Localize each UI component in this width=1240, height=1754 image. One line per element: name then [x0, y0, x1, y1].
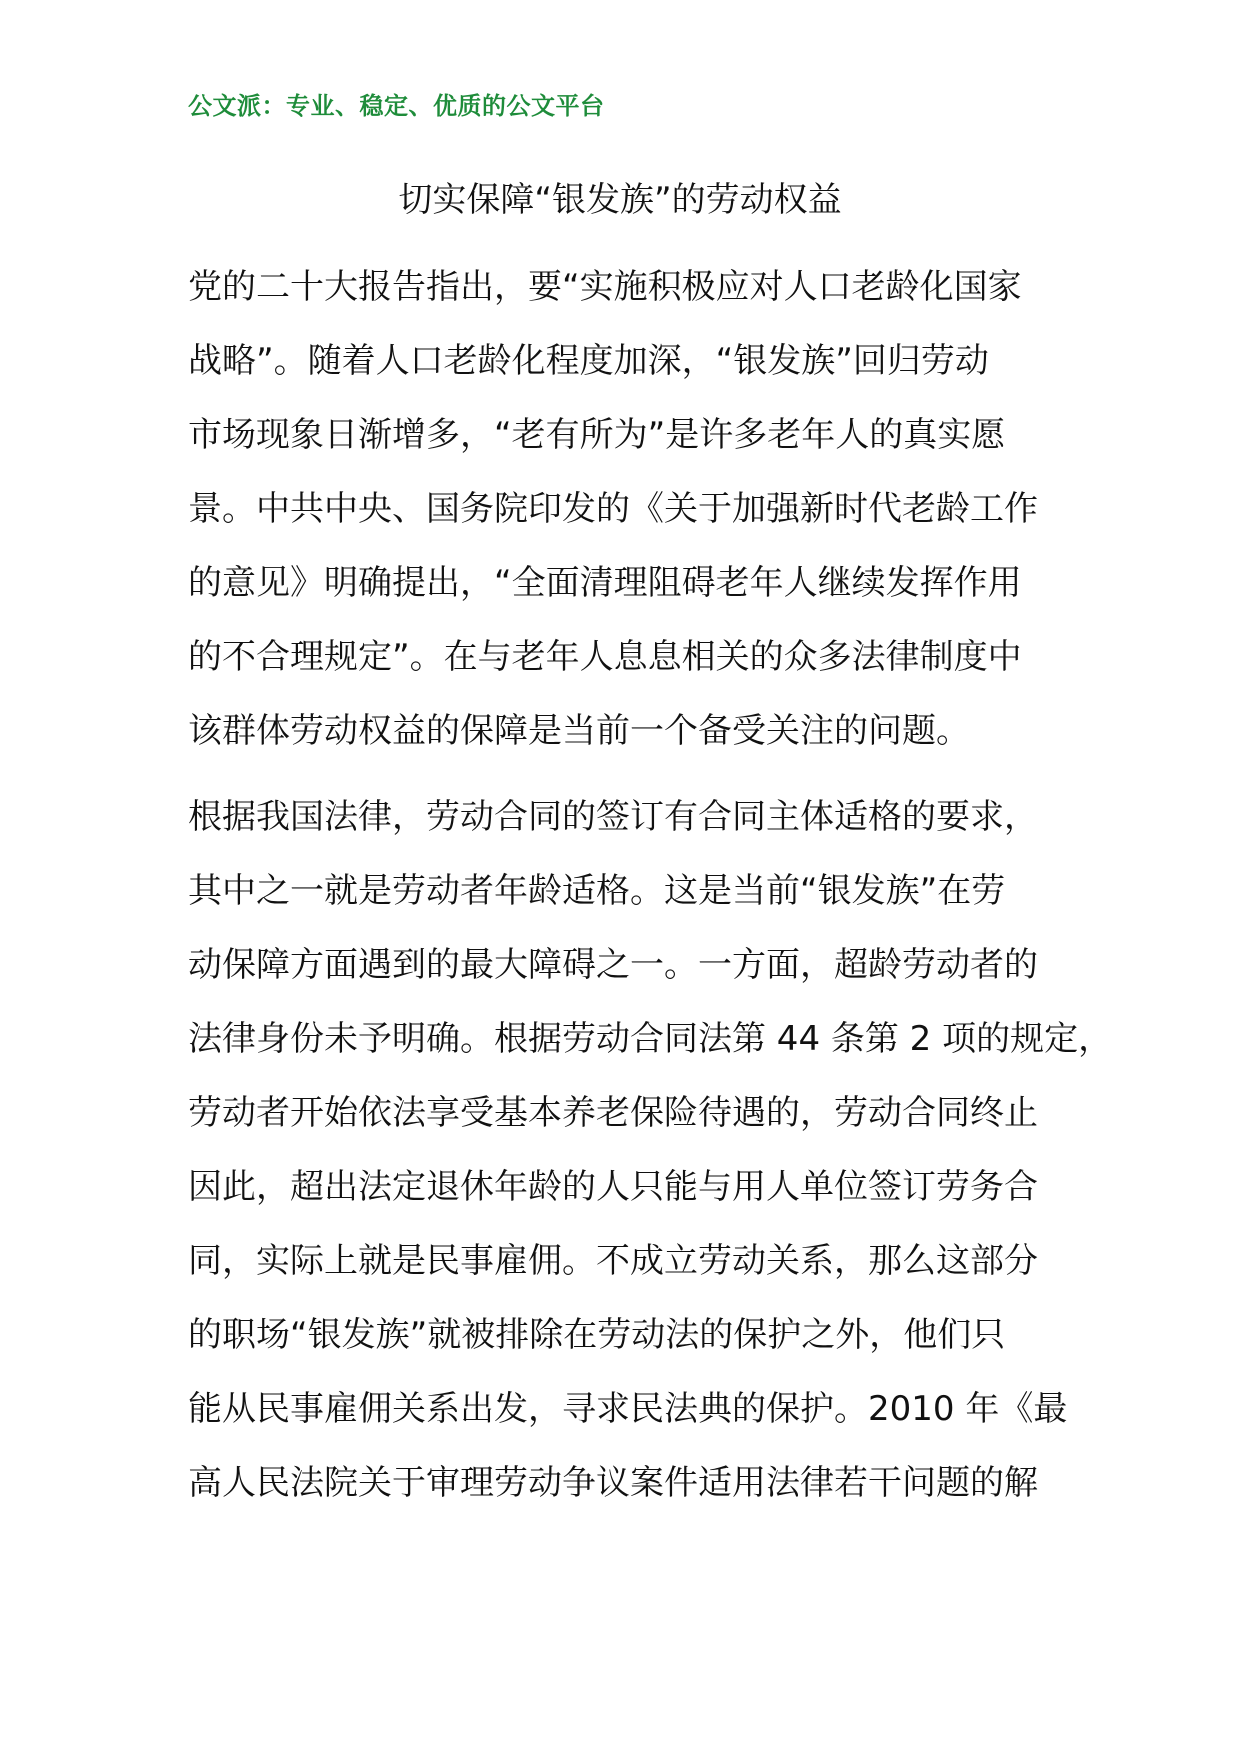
- document-body: [188, 250, 1113, 1520]
- paragraph-line: 景。中共中央、国务院印发的《关于加强新时代老龄工作: [188, 489, 1038, 529]
- paragraph-2: [188, 780, 1113, 1520]
- paragraph-gap: [188, 768, 1088, 780]
- paragraph-line: 高人民法院关于审理劳动争议案件适用法律若干问题的解: [188, 1463, 1038, 1503]
- paragraph-1: [188, 250, 1088, 768]
- paragraph-line: 法律身份未予明确。根据劳动合同法第 44 条第 2 项的规定，: [188, 1019, 1113, 1059]
- paragraph-line: 其中之一就是劳动者年龄适格。这是当前“银发族”在劳: [188, 871, 1006, 911]
- paragraph-line: 该群体劳动权益的保障是当前一个备受关注的问题。: [188, 711, 970, 751]
- site-header-tag: 公文派：专业、稳定、优质的公文平台: [188, 92, 605, 120]
- paragraph-line: 同，实际上就是民事雇佣。不成立劳动关系，那么这部分: [188, 1241, 1038, 1281]
- paragraph-line: 因此，超出法定退休年龄的人只能与用人单位签订劳务合: [188, 1167, 1038, 1207]
- paragraph-line: 动保障方面遇到的最大障碍之一。一方面，超龄劳动者的: [188, 945, 1038, 985]
- paragraph-line: 市场现象日渐增多，“老有所为”是许多老年人的真实愿: [188, 415, 1006, 455]
- paragraph-line: 党的二十大报告指出，要“实施积极应对人口老龄化国家: [188, 267, 1022, 307]
- paragraph-line: 战略”。随着人口老龄化程度加深，“银发族”回归劳动: [188, 341, 989, 381]
- document-title: 切实保障“银发族”的劳动权益: [398, 180, 842, 220]
- paragraph-line: 的职场“银发族”就被排除在劳动法的保护之外，他们只: [188, 1315, 1006, 1355]
- paragraph-line: 根据我国法律，劳动合同的签订有合同主体适格的要求，: [188, 797, 1038, 837]
- paragraph-line: 能从民事雇佣关系出发，寻求民法典的保护。2010 年《最: [188, 1389, 1068, 1429]
- paragraph-line: 的意见》明确提出，“全面清理阻碍老年人继续发挥作用: [188, 563, 1022, 603]
- paragraph-line: 的不合理规定”。在与老年人息息相关的众多法律制度中: [188, 637, 1022, 677]
- paragraph-line: 劳动者开始依法享受基本养老保险待遇的，劳动合同终止: [188, 1093, 1038, 1133]
